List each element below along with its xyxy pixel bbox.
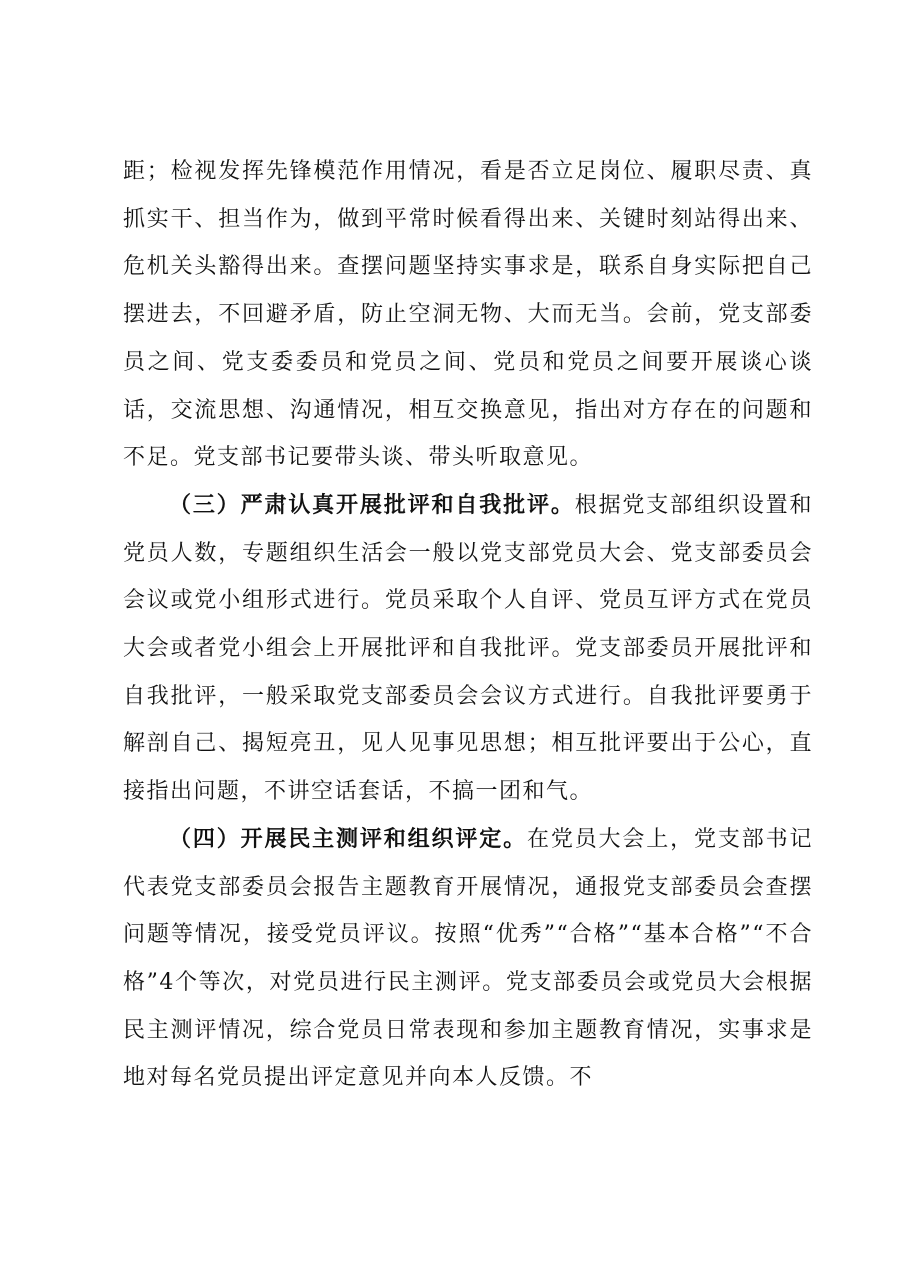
section-heading-evaluation: （四）开展民主测评和组织评定。 <box>169 825 527 852</box>
section-heading-criticism: （三）严肃认真开展批评和自我批评。 <box>169 491 575 518</box>
paragraph-body: 距；检视发挥先锋模范作用情况，看是否立足岗位、履职尽责、真抓实干、担当作为，做到平常时候看得出来、关键时刻站得出来、危机关头豁得出来。查摆问题坚持实事求是，联系自身实际把自己摆进去，不回避矛盾，防止空洞无物、大而无当。会前，党支部委员之间、党支委委员和党员之间、党员和党员之间要开展谈心谈话，交流思想、沟通情况，相互交换意见，指出对方存在的问题和不足。党支部书记要带头谈、带头听取意见。 <box>123 159 813 471</box>
paragraph-body: 根据党支部组织设置和党员人数，专题组织生活会一般以党支部党员大会、党支部委员会会议或党小组形式进行。党员采取个人自评、党员互评方式在党员大会或者党小组会上开展批评和自我批评。党支部委员开展批评和自我批评，一般采取党支部委员会会议方式进行。自我批评要勇于解剖自己、揭短亮丑，见人见事见思想；相互批评要出于公心，直接指出问题，不讲空话套话，不搞一团和气。 <box>123 492 813 805</box>
paragraph-continued <box>123 148 813 482</box>
paragraph-criticism <box>123 482 813 816</box>
paragraph-evaluation <box>123 816 813 1102</box>
paragraph-body: 在党员大会上，党支部书记代表党支部委员会报告主题教育开展情况，通报党支部委员会查摆问题等情况，接受党员评议。按照“优秀”“合格”“基本合格”“不合格”4个等次，对党员进行民主测评。党支部委员会或党员大会根据民主测评情况，综合党员日常表现和参加主题教育情况，实事求是地对每名党员提出评定意见并向本人反馈。不 <box>123 826 813 1091</box>
document-body <box>123 148 813 1102</box>
